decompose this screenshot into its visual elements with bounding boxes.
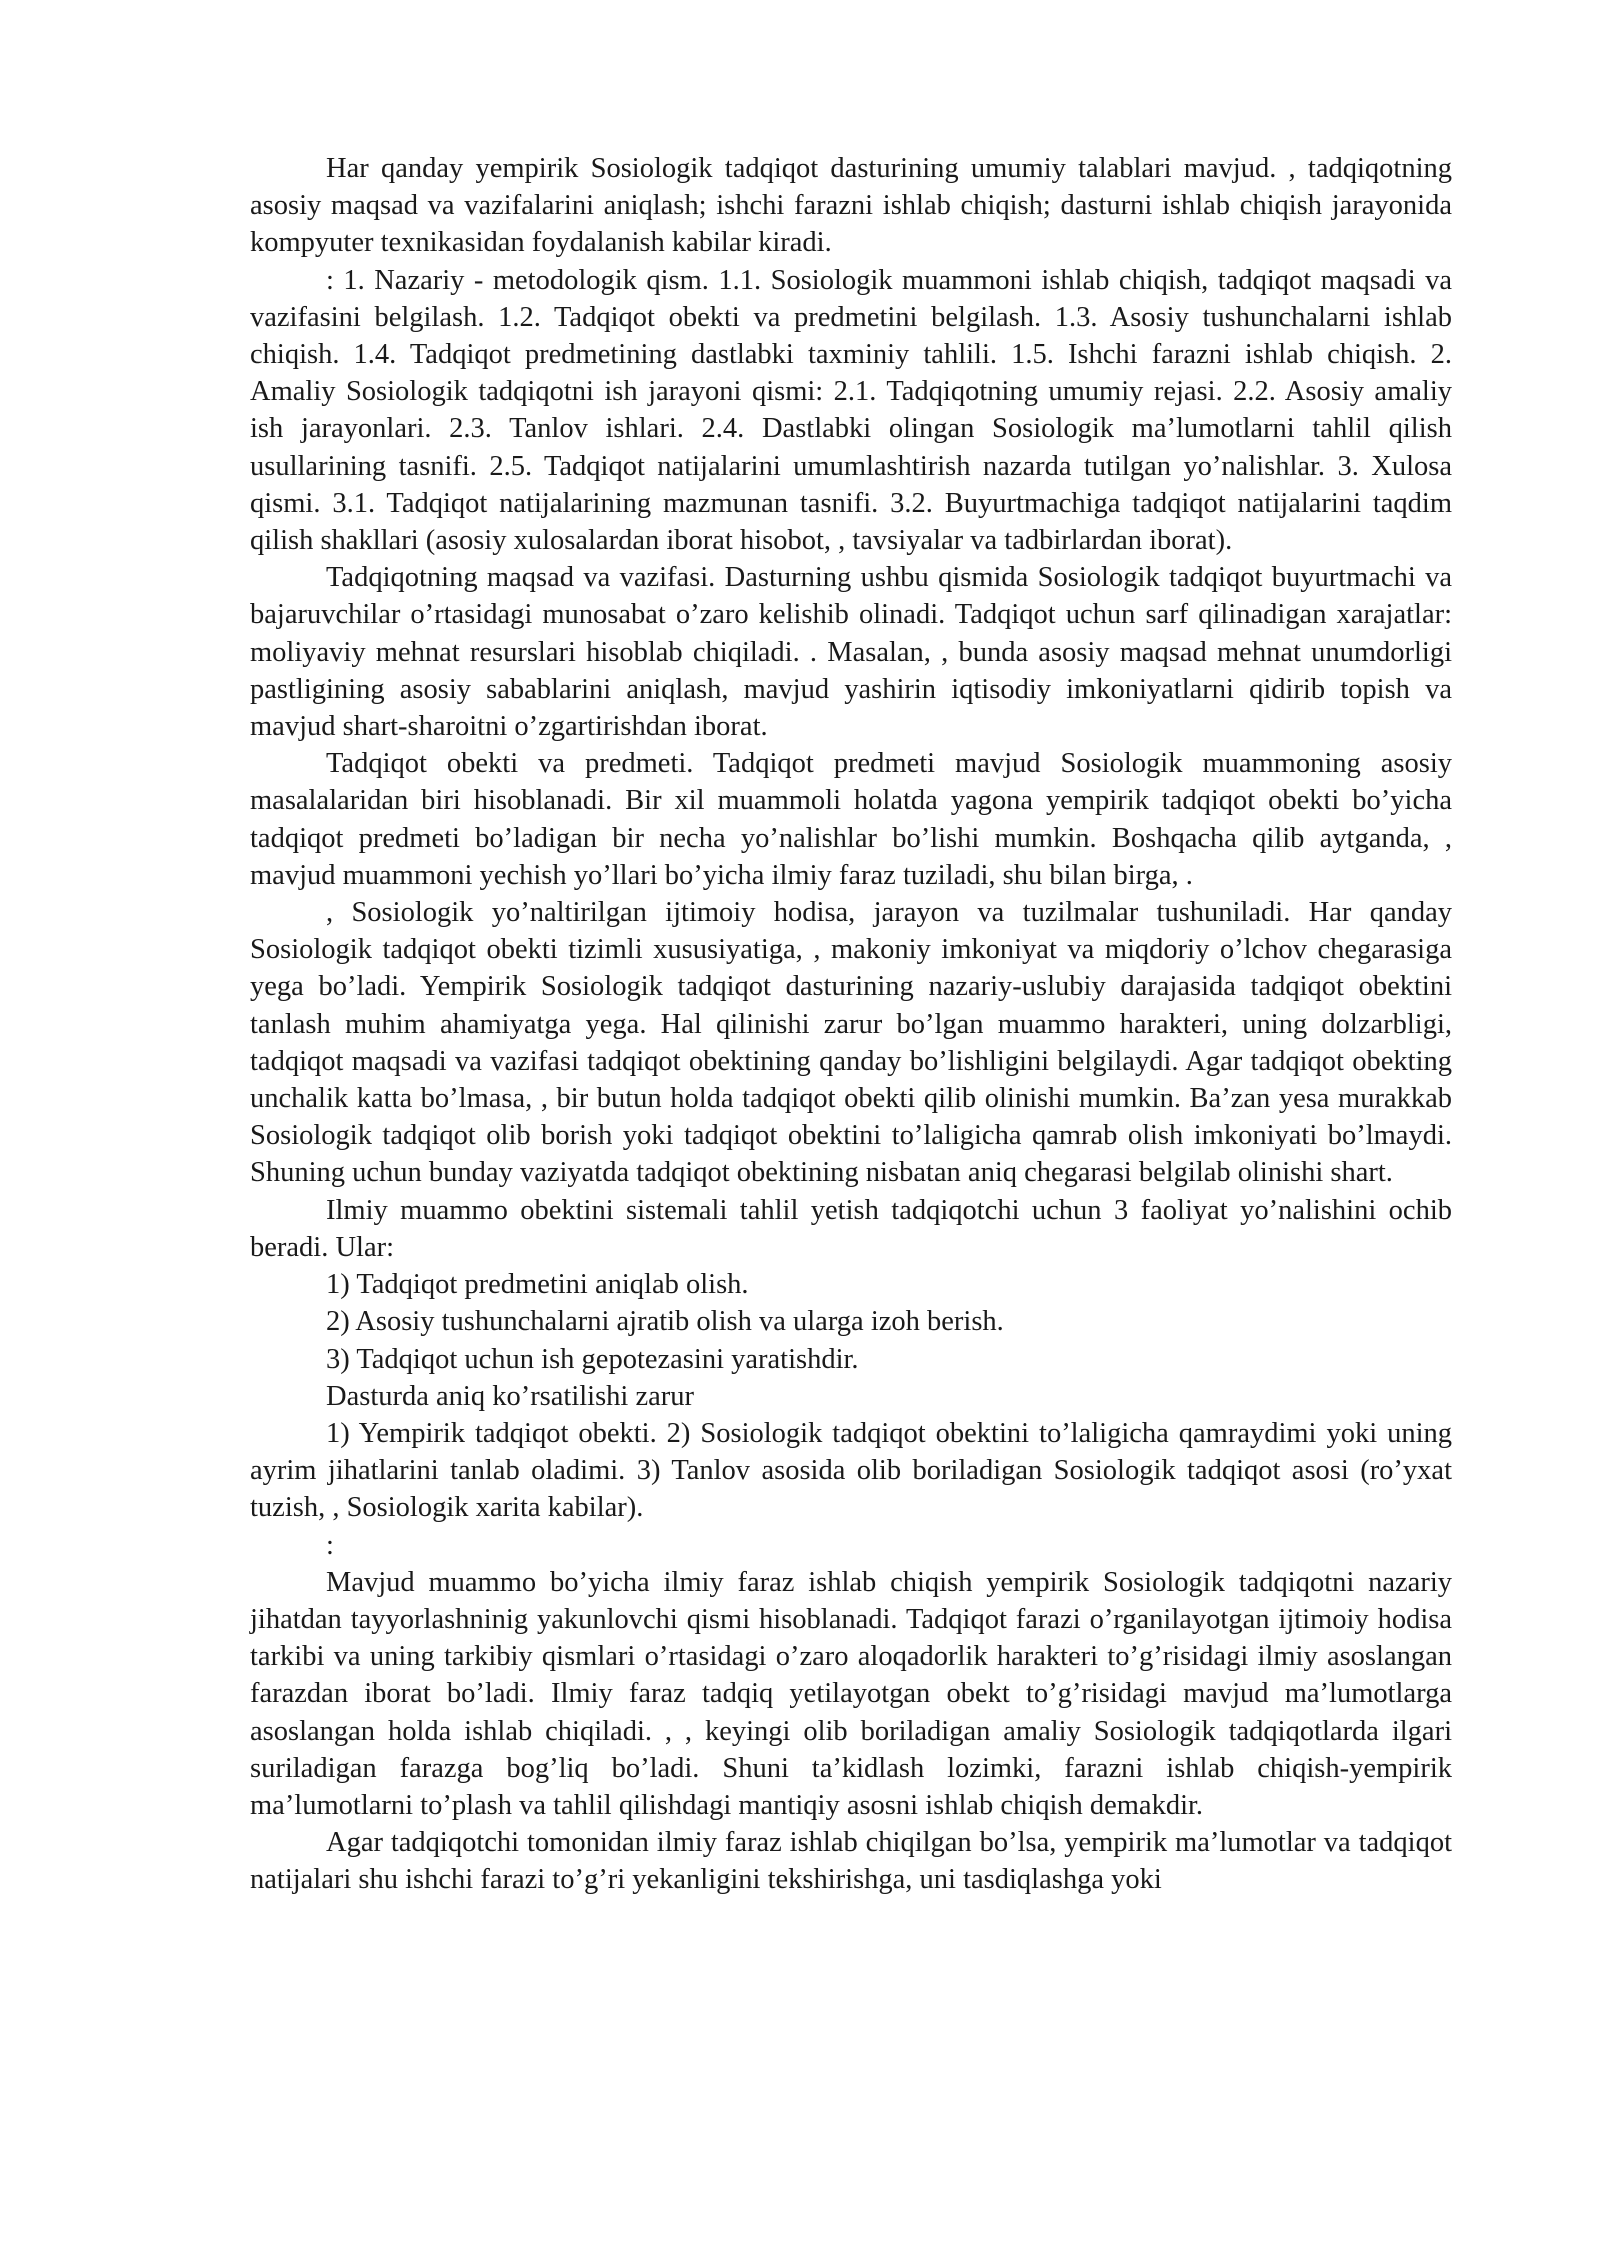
document-body (250, 150, 1452, 1899)
paragraph-required-list: 1) Yempirik tadqiqot obekti. 2) Sosiologik tadqiqot obektini to’laligicha qamraydimi yoki uning ayrim jihatlarini tanlab oladimi. 3) Tanlov asosida olib boriladigan Sosiologik tadqiqot asosi (ro’yxat tuzish, , Sosiologik xarita kabilar). (250, 1417, 1452, 1524)
paragraph-structure: : 1. Nazariy - metodologik qism. 1.1. Sosiologik muammoni ishlab chiqish, tadqiqot maqsadi va vazifasini belgilash. 1.2. Tadqiqot obekti va predmetini belgilash. 1.3. Asosiy tushunchalarni ishlab chiqish. 1.4. Tadqiqot predmetining dastlabki taxminiy tahlili. 1.5. Ishchi farazni ishlab chiqish. 2. Amaliy Sosiologik tadqiqotni ish jarayoni qismi: 2.1. Tadqiqotning umumiy rejasi. 2.2. Asosiy amaliy ish jarayonlari. 2.3. Tanlov ishlari. 2.4. Dastlabki olingan Sosiologik ma’lumotlarni tahlil qilish usullarining tasnifi. 2.5. Tadqiqot natijalarini umumlashtirish nazarda tutilgan yo’nalishlar. 3. Xulosa qismi. 3.1. Tadqiqot natijalarining mazmunan tasnifi. 3.2. Buyurtmachiga tadqiqot natijalarini taqdim qilish shakllari (asosiy xulosalardan iborat hisobot, , tavsiyalar va tadbirlardan iborat). (250, 264, 1452, 557)
paragraph-intro: Har qanday yempirik Sosiologik tadqiqot dasturining umumiy talablari mavjud. , tadqiqotning asosiy maqsad va vazifalarini aniqlash; ishchi farazni ishlab chiqish; dasturni ishlab chiqish jarayonida kompyuter texnikasidan foydalanish kabilar kiradi. (250, 153, 1452, 259)
paragraph-object-definition: , Sosiologik yo’naltirilgan ijtimoiy hodisa, jarayon va tuzilmalar tushuniladi. Har qanday Sosiologik tadqiqot obekti tizimli xususiyatiga, , makoniy imkoniyat va miqdoriy o’lchov chegarasiga yega bo’ladi. Yempirik Sosiologik tadqiqot dasturining nazariy-uslubiy darajasida tadqiqot obektini tanlash muhim ahamiyatga yega. Hal qilinishi zarur bo’lgan muammo harakteri, uning dolzarbligi, tadqiqot maqsadi va vazifasi tadqiqot obektining qanday bo’lishligini belgilaydi. Agar tadqiqot obekting unchalik katta bo’lmasa, , bir butun holda tadqiqot obekti qilib olinishi mumkin. Ba’zan yesa murakkab Sosiologik tadqiqot olib borish yoki tadqiqot obektini to’laligicha qamrab olish imkoniyati bo’lmaydi. Shuning uchun bunday vaziyatda tadqiqot obektining nisbatan aniq chegarasi belgilab olinishi shart. (250, 897, 1452, 1189)
paragraph-required-heading: Dasturda aniq ko’rsatilishi zarur (326, 1380, 695, 1412)
paragraph-colon: : (326, 1529, 334, 1561)
paragraph-activity-directions: Ilmiy muammo obektini sistemali tahlil yetish tadqiqotchi uchun 3 faoliyat yo’nalishini ochib beradi. Ular: (250, 1194, 1452, 1263)
list-item-3: 3) Tadqiqot uchun ish gepotezasini yaratishdir. (326, 1343, 859, 1375)
paragraph-object-subject: Tadqiqot obekti va predmeti. Tadqiqot predmeti mavjud Sosiologik muammoning asosiy masalalaridan biri hisoblanadi. Bir xil muammoli holatda yagona yempirik tadqiqot obekti bo’yicha tadqiqot predmeti bo’ladigan bir necha yo’nalishlar bo’lishi mumkin. Boshqacha qilib aytganda, , mavjud muammoni yechish yo’llari bo’yicha ilmiy faraz tuziladi, shu bilan birga, . (250, 748, 1452, 891)
paragraph-hypothesis: Mavjud muammo bo’yicha ilmiy faraz ishlab chiqish yempirik Sosiologik tadqiqotni nazariy jihatdan tayyorlashninig yakunlovchi qismi hisoblanadi. Tadqiqot farazi o’rganilayotgan ijtimoiy hodisa tarkibi va uning tarkibiy qismlari o’rtasidagi o’zaro aloqadorlik harakteri to’g’risidagi ilmiy asoslangan farazdan iborat bo’ladi. Ilmiy faraz tadqiq yetilayotgan obekt to’g’risidagi mavjud ma’lumotlarga asoslangan holda ishlab chiqiladi. , , keyingi olib boriladigan amaliy Sosiologik tadqiqotlarda ilgari suriladigan farazga bog’liq bo’ladi. Shuni ta’kidlash lozimki, farazni ishlab chiqish-yempirik ma’lumotlarni to’plash va tahlil qilishdagi mantiqiy asosni ishlab chiqish demakdir. (250, 1566, 1452, 1821)
paragraph-hypothesis-verification: Agar tadqiqotchi tomonidan ilmiy faraz ishlab chiqilgan bo’lsa, yempirik ma’lumotlar va tadqiqot natijalari shu ishchi farazi to’g’ri yekanligini tekshirishga, uni tasdiqlashga yoki (250, 1827, 1452, 1896)
list-item-2: 2) Asosiy tushunchalarni ajratib olish va ularga izoh berish. (326, 1306, 1004, 1338)
list-item-1: 1) Tadqiqot predmetini aniqlab olish. (326, 1269, 749, 1301)
paragraph-goal: Tadqiqotning maqsad va vazifasi. Dasturning ushbu qismida Sosiologik tadqiqot buyurtmachi va bajaruvchilar o’rtasidagi munosabat o’zaro kelishib olinadi. Tadqiqot uchun sarf qilinadigan xarajatlar: moliyaviy mehnat resurslari hisoblab chiqiladi. . Masalan, , bunda asosiy maqsad mehnat unumdorligi pastligining asosiy sabablarini aniqlash, mavjud yashirin iqtisodiy imkoniyatlarni qidirib topish va mavjud shart-sharoitni o’zgartirishdan iborat. (250, 562, 1452, 743)
